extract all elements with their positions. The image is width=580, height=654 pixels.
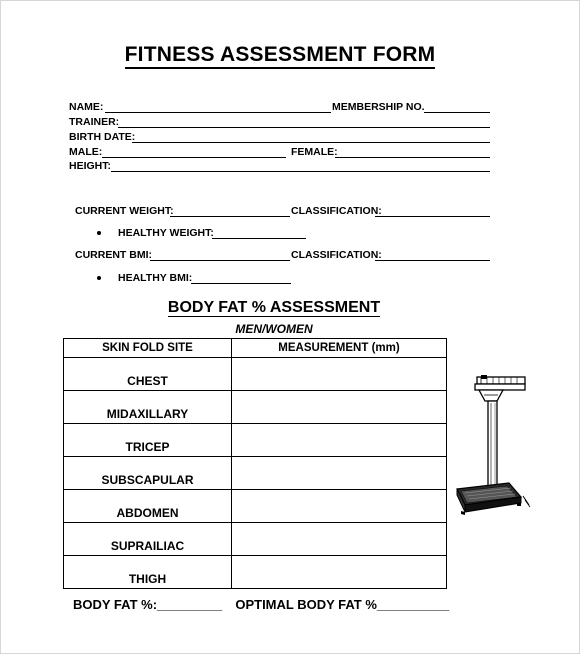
male-field[interactable] (102, 157, 286, 158)
birth-date-row (69, 131, 494, 145)
site-abdomen: ABDOMEN (64, 490, 232, 523)
current-weight-field[interactable] (170, 216, 290, 217)
name-field[interactable] (105, 112, 331, 113)
trainer-label: TRAINER: (69, 116, 120, 128)
bullet-icon (97, 231, 101, 235)
site-chest: CHEST (64, 358, 232, 391)
table-row (64, 424, 447, 457)
table-row (64, 457, 447, 490)
measurement-cell-midaxillary[interactable] (232, 391, 447, 424)
membership-no-field[interactable] (424, 112, 490, 113)
measurement-cell-chest[interactable] (232, 358, 447, 391)
healthy-weight-field[interactable] (212, 238, 306, 239)
site-midaxillary: MIDAXILLARY (64, 391, 232, 424)
classification-field-1[interactable] (375, 216, 490, 217)
healthy-weight-label: HEALTHY WEIGHT: (118, 227, 214, 239)
classification-label-2: CLASSIFICATION: (291, 249, 382, 261)
healthy-weight-row (118, 227, 318, 241)
measurement-cell-tricep[interactable] (232, 424, 447, 457)
optimal-body-fat-label: OPTIMAL BODY FAT %__________ (235, 597, 450, 612)
table-header-row (64, 339, 447, 358)
classification-label-1: CLASSIFICATION: (291, 205, 382, 217)
table-row (64, 556, 447, 589)
table-row (64, 391, 447, 424)
column-header-site: SKIN FOLD SITE (64, 339, 232, 358)
body-fat-heading: BODY FAT % ASSESSMENT (167, 299, 381, 316)
column-header-measurement: MEASUREMENT (mm) (232, 339, 447, 358)
bullet-icon (97, 276, 101, 280)
name-row (69, 101, 494, 115)
male-label: MALE: (69, 146, 103, 158)
healthy-bmi-field[interactable] (191, 283, 291, 284)
current-bmi-field[interactable] (150, 260, 290, 261)
table-row (64, 490, 447, 523)
measurement-cell-subscapular[interactable] (232, 457, 447, 490)
skin-fold-table (63, 338, 447, 589)
table-row (64, 358, 447, 391)
female-field[interactable] (335, 157, 490, 158)
site-tricep: TRICEP (64, 424, 232, 457)
trainer-row (69, 116, 494, 130)
body-fat-summary (73, 597, 449, 612)
name-label: NAME: (69, 101, 104, 113)
men-women-subheading: MEN/WOMEN (235, 322, 313, 336)
form-title: FITNESS ASSESSMENT FORM (1, 43, 559, 67)
current-bmi-row (75, 249, 495, 263)
site-subscapular: SUBSCAPULAR (64, 457, 232, 490)
female-label: FEMALE: (291, 146, 338, 158)
table-row (64, 523, 447, 556)
site-suprailiac: SUPRAILIAC (64, 523, 232, 556)
current-bmi-label: CURRENT BMI: (75, 249, 152, 261)
birth-date-field[interactable] (132, 142, 490, 143)
membership-no-label: MEMBERSHIP NO. (332, 101, 425, 113)
height-label: HEIGHT: (69, 160, 111, 172)
weighing-scale-icon (451, 373, 531, 524)
site-thigh: THIGH (64, 556, 232, 589)
gender-row (69, 146, 494, 160)
measurement-cell-abdomen[interactable] (232, 490, 447, 523)
measurement-cell-suprailiac[interactable] (232, 523, 447, 556)
height-row (69, 160, 494, 174)
healthy-bmi-label: HEALTHY BMI: (118, 272, 193, 284)
healthy-bmi-row (118, 272, 318, 286)
body-fat-result-label: BODY FAT %:_________ (73, 597, 223, 612)
trainer-field[interactable] (118, 127, 490, 128)
measurement-cell-thigh[interactable] (232, 556, 447, 589)
classification-field-2[interactable] (375, 260, 490, 261)
height-field[interactable] (111, 171, 490, 172)
current-weight-row (75, 205, 495, 219)
birth-date-label: BIRTH DATE: (69, 131, 136, 143)
current-weight-label: CURRENT WEIGHT: (75, 205, 174, 217)
